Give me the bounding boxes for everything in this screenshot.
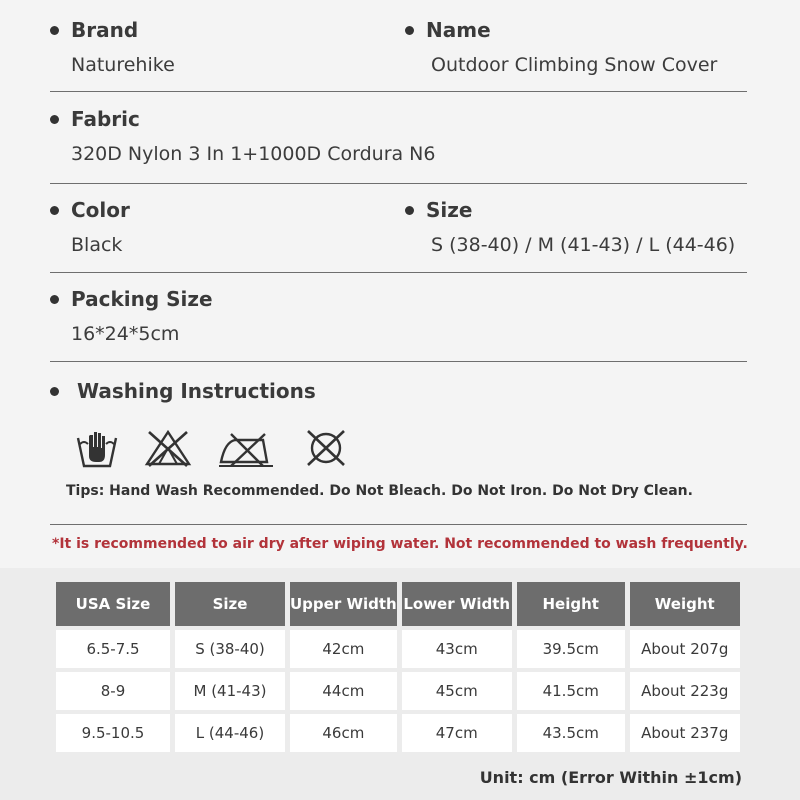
wash-icons <box>75 428 351 468</box>
table-cell: 46cm <box>290 714 397 752</box>
header-upper-width: Upper Width <box>290 582 397 626</box>
table-cell: 45cm <box>402 672 512 710</box>
table-cell: 41.5cm <box>517 672 625 710</box>
divider <box>50 524 747 525</box>
fabric-field <box>50 107 436 165</box>
unit-note: Unit: cm (Error Within ±1cm) <box>479 768 742 787</box>
table-row <box>56 630 740 668</box>
bullet <box>50 387 59 396</box>
bullet <box>405 206 414 215</box>
fabric-value: 320D Nylon 3 In 1+1000D Cordura N6 <box>71 143 436 165</box>
table-cell: L (44-46) <box>175 714 285 752</box>
hand-wash-icon <box>75 428 119 468</box>
bullet <box>50 115 59 124</box>
name-value: Outdoor Climbing Snow Cover <box>431 54 718 76</box>
no-iron-icon <box>217 428 277 468</box>
table-cell: 44cm <box>290 672 397 710</box>
table-cell: 9.5-10.5 <box>56 714 170 752</box>
size-label: Size <box>426 198 473 222</box>
brand-label: Brand <box>71 18 139 42</box>
table-cell: 43cm <box>402 630 512 668</box>
bullet <box>50 206 59 215</box>
table-cell: About 237g <box>630 714 740 752</box>
no-dry-clean-icon <box>301 428 351 468</box>
bullet <box>50 26 59 35</box>
table-cell: 8-9 <box>56 672 170 710</box>
brand-value: Naturehike <box>71 54 175 76</box>
table-row <box>56 672 740 710</box>
packing-size-label: Packing Size <box>71 287 213 311</box>
divider <box>50 91 747 92</box>
divider <box>50 272 747 273</box>
table-cell: About 207g <box>630 630 740 668</box>
table-cell: 6.5-7.5 <box>56 630 170 668</box>
size-table <box>51 578 745 756</box>
color-value: Black <box>71 234 123 256</box>
table-cell: About 223g <box>630 672 740 710</box>
size-field <box>405 198 735 256</box>
bullet <box>405 26 414 35</box>
table-header-row <box>56 582 740 626</box>
table-cell: M (41-43) <box>175 672 285 710</box>
header-usa-size: USA Size <box>56 582 170 626</box>
size-value: S (38-40) / M (41-43) / L (44-46) <box>431 234 736 256</box>
care-warning: *It is recommended to air dry after wiping water. Not recommended to wash frequently. <box>52 536 748 552</box>
washing-label: Washing Instructions <box>77 379 316 403</box>
no-bleach-icon <box>143 428 193 468</box>
header-height: Height <box>517 582 625 626</box>
name-label: Name <box>426 18 491 42</box>
divider <box>50 361 747 362</box>
divider <box>50 183 747 184</box>
name-field <box>405 18 717 76</box>
packing-size-field <box>50 287 213 345</box>
table-cell: 43.5cm <box>517 714 625 752</box>
packing-size-value: 16*24*5cm <box>71 323 180 345</box>
header-lower-width: Lower Width <box>402 582 512 626</box>
washing-field <box>50 379 316 403</box>
table-cell: 47cm <box>402 714 512 752</box>
color-field <box>50 198 130 256</box>
header-size: Size <box>175 582 285 626</box>
table-cell: 39.5cm <box>517 630 625 668</box>
table-row <box>56 714 740 752</box>
bullet <box>50 295 59 304</box>
table-cell: S (38-40) <box>175 630 285 668</box>
brand-field <box>50 18 175 76</box>
table-cell: 42cm <box>290 630 397 668</box>
fabric-label: Fabric <box>71 107 140 131</box>
color-label: Color <box>71 198 130 222</box>
washing-tips: Tips: Hand Wash Recommended. Do Not Bleach. Do Not Iron. Do Not Dry Clean. <box>66 483 693 499</box>
header-weight: Weight <box>630 582 740 626</box>
